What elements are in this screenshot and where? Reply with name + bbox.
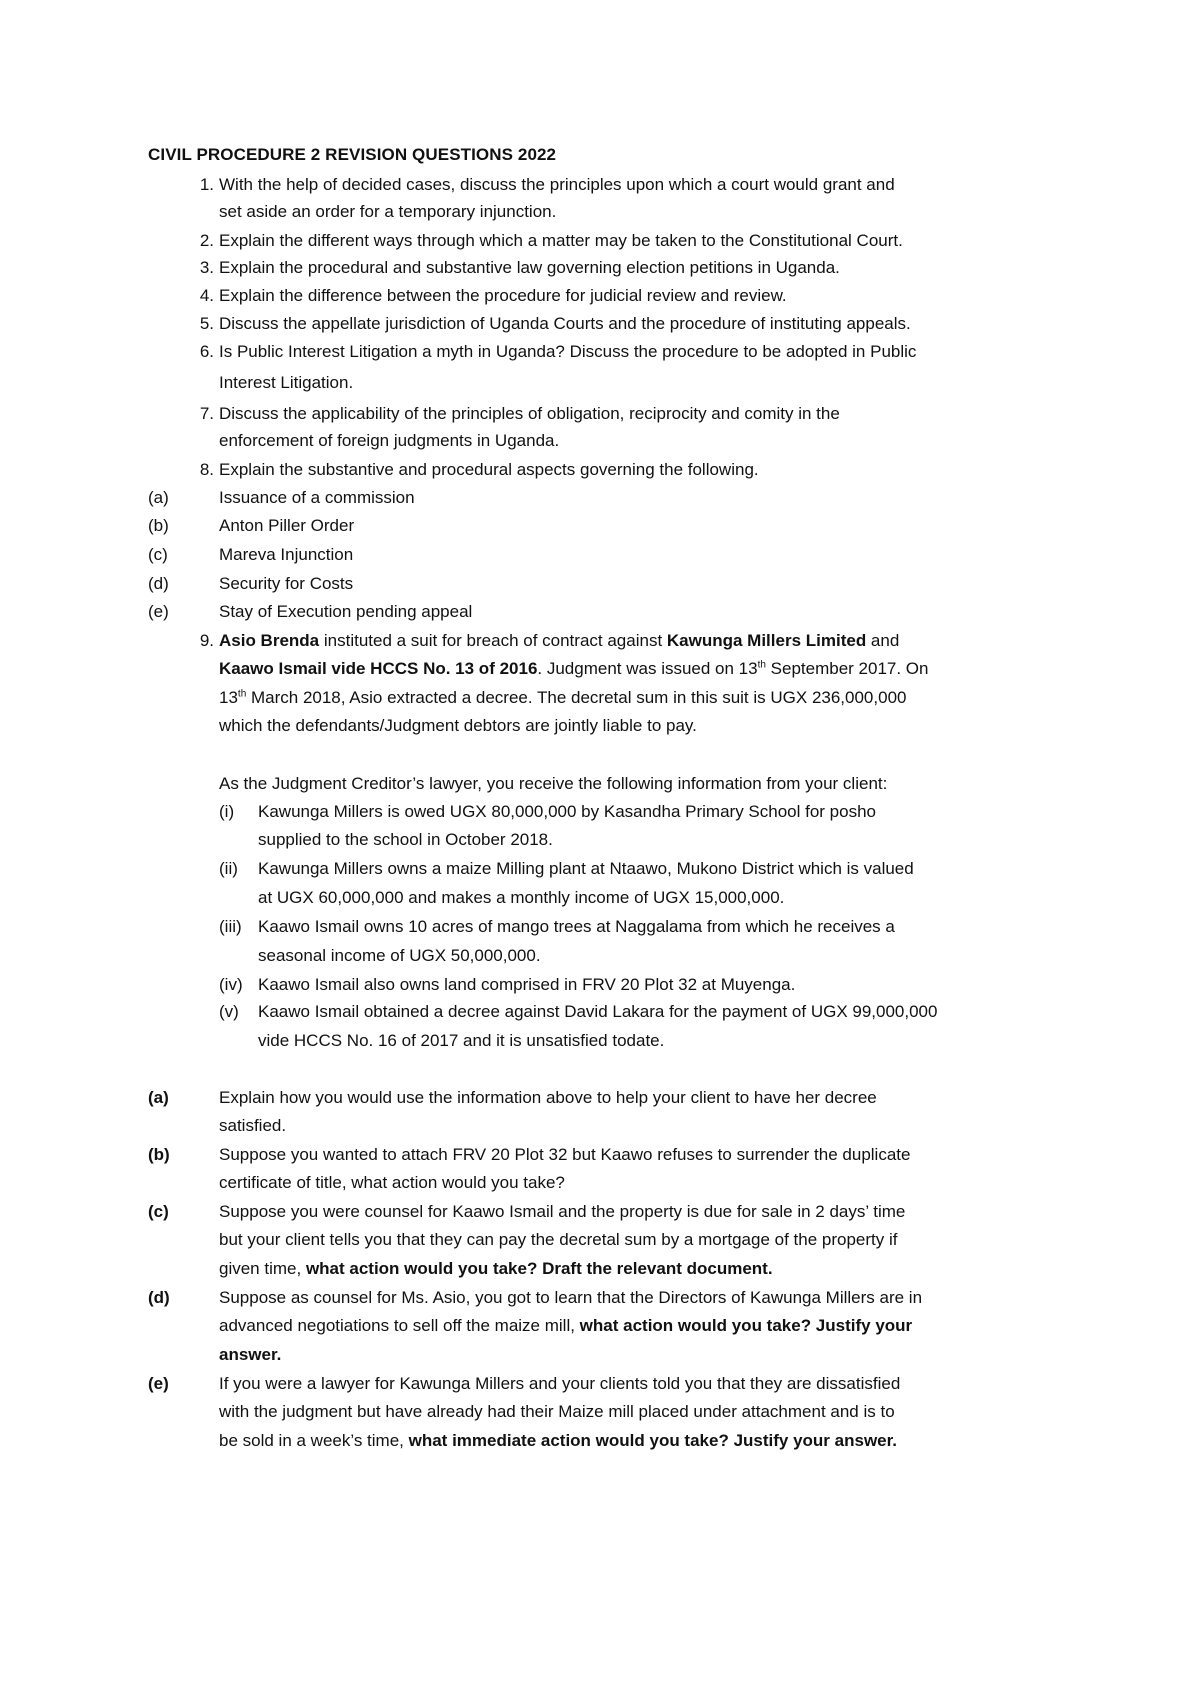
superscript: th — [757, 659, 766, 671]
part-text: Explain how you would use the information above to help your client to have her decree — [219, 1088, 877, 1107]
sub-item-text: Anton Piller Order — [219, 516, 355, 535]
facts-intro: As the Judgment Creditor’s lawyer, you receive the following information from your client: — [219, 774, 888, 793]
question-number: 3. — [199, 258, 214, 277]
part-text — [219, 1345, 281, 1365]
document-title: CIVIL PROCEDURE 2 REVISION QUESTIONS 2022 — [148, 145, 557, 164]
question-text — [219, 631, 1061, 651]
emphasis-text: what action would you take? Justify your — [579, 1316, 913, 1335]
fact-label: (i) — [219, 802, 235, 821]
part-label: (a) — [148, 1088, 169, 1107]
question-text: Explain the difference between the procedure for judicial review and review. — [219, 286, 787, 305]
question-text: enforcement of foreign judgments in Uganda. — [219, 431, 560, 450]
question-number: 1. — [199, 175, 214, 194]
part-text: If you were a lawyer for Kawunga Millers and your clients told you that they are dissatisfied — [219, 1374, 901, 1393]
part-text: but your client tells you that they can pay the decretal sum by a mortgage of the property if — [219, 1230, 898, 1249]
text-run: September 2017. On — [765, 659, 929, 678]
text-run: . Judgment was issued on 13 — [537, 659, 758, 678]
sub-item-text: Mareva Injunction — [219, 545, 354, 564]
question-number: 8. — [199, 460, 214, 479]
fact-label: (v) — [219, 1002, 239, 1021]
case-reference: Kaawo Ismail vide HCCS No. 13 of 2016 — [219, 659, 538, 678]
text-run: be sold in a week’s time, — [219, 1431, 409, 1450]
question-text: Discuss the applicability of the principles of obligation, reciprocity and comity in the — [219, 404, 840, 423]
text-run: March 2018, Asio extracted a decree. The decretal sum in this suit is UGX 236,000,000 — [246, 688, 907, 707]
part-text — [219, 1431, 897, 1451]
part-label: (d) — [148, 1288, 170, 1307]
fact-text: Kawunga Millers owns a maize Milling plant at Ntaawo, Mukono District which is valued — [258, 859, 914, 878]
question-text: set aside an order for a temporary injunction. — [219, 202, 557, 221]
emphasis-text: what immediate action would you take? Justify your answer. — [408, 1431, 898, 1450]
emphasis-text: what action would you take? Draft the relevant document. — [305, 1259, 773, 1278]
fact-text: at UGX 60,000,000 and makes a monthly income of UGX 15,000,000. — [258, 888, 785, 907]
question-text: Explain the different ways through which a matter may be taken to the Constitutional Court. — [219, 231, 903, 250]
fact-text: supplied to the school in October 2018. — [258, 830, 553, 849]
party-name: Kawunga Millers Limited — [666, 631, 867, 650]
superscript: th — [237, 688, 247, 700]
sub-item-label: (e) — [148, 602, 169, 621]
sub-item-text: Stay of Execution pending appeal — [219, 602, 473, 621]
fact-label: (ii) — [219, 859, 238, 878]
question-text: Discuss the appellate jurisdiction of Uganda Courts and the procedure of instituting appeals. — [219, 314, 911, 333]
sub-item-label: (d) — [148, 574, 169, 593]
question-number: 2. — [199, 231, 214, 250]
part-label: (c) — [148, 1202, 169, 1221]
part-text: Suppose you were counsel for Kaawo Ismail and the property is due for sale in 2 days’ time — [219, 1202, 906, 1221]
sub-item-text: Security for Costs — [219, 574, 354, 593]
part-text: Suppose as counsel for Ms. Asio, you got to learn that the Directors of Kawunga Millers are in — [219, 1288, 923, 1307]
sub-item-text: Issuance of a commission — [219, 488, 415, 507]
part-text — [219, 1316, 912, 1336]
part-text — [219, 1259, 773, 1279]
party-name: Asio Brenda — [219, 631, 320, 650]
fact-label: (iv) — [219, 975, 243, 994]
question-text — [219, 688, 906, 708]
question-number: 9. — [199, 631, 214, 650]
fact-text: Kawunga Millers is owed UGX 80,000,000 by Kasandha Primary School for posho — [258, 802, 877, 821]
fact-label: (iii) — [219, 917, 242, 936]
fact-text: seasonal income of UGX 50,000,000. — [258, 946, 541, 965]
emphasis-text: answer. — [219, 1345, 282, 1364]
question-number: 5. — [199, 314, 214, 333]
text-run: advanced negotiations to sell off the maize mill, — [219, 1316, 580, 1335]
part-label: (b) — [148, 1145, 170, 1164]
text-run: and — [866, 631, 900, 650]
text-run: instituted a suit for breach of contract against — [319, 631, 667, 650]
text-run: 13 — [219, 688, 238, 707]
question-text: which the defendants/Judgment debtors are jointly liable to pay. — [219, 716, 697, 735]
part-text: satisfied. — [219, 1116, 287, 1135]
text-run: given time, — [219, 1259, 306, 1278]
question-number: 4. — [199, 286, 214, 305]
question-text: Interest Litigation. — [219, 373, 354, 392]
sub-item-label: (a) — [148, 488, 169, 507]
question-number: 7. — [199, 404, 214, 423]
part-text: Suppose you wanted to attach FRV 20 Plot 32 but Kaawo refuses to surrender the duplicate — [219, 1145, 911, 1164]
question-text: Is Public Interest Litigation a myth in Uganda? Discuss the procedure to be adopted in Public — [219, 342, 917, 361]
question-text: With the help of decided cases, discuss the principles upon which a court would grant and — [219, 175, 895, 194]
question-text: Explain the substantive and procedural aspects governing the following. — [219, 460, 759, 479]
fact-text: Kaawo Ismail obtained a decree against David Lakara for the payment of UGX 99,000,000 — [258, 1002, 938, 1021]
fact-text: Kaawo Ismail owns 10 acres of mango trees at Naggalama from which he receives a — [258, 917, 895, 936]
question-text — [219, 659, 928, 679]
question-number: 6. — [199, 342, 214, 361]
fact-text: Kaawo Ismail also owns land comprised in FRV 20 Plot 32 at Muyenga. — [258, 975, 796, 994]
part-label: (e) — [148, 1374, 169, 1393]
question-text: Explain the procedural and substantive law governing election petitions in Uganda. — [219, 258, 840, 277]
part-text: certificate of title, what action would you take? — [219, 1173, 565, 1192]
part-text: with the judgment but have already had their Maize mill placed under attachment and is to — [219, 1402, 895, 1421]
fact-text: vide HCCS No. 16 of 2017 and it is unsatisfied todate. — [258, 1031, 665, 1050]
sub-item-label: (b) — [148, 516, 169, 535]
sub-item-label: (c) — [148, 545, 168, 564]
